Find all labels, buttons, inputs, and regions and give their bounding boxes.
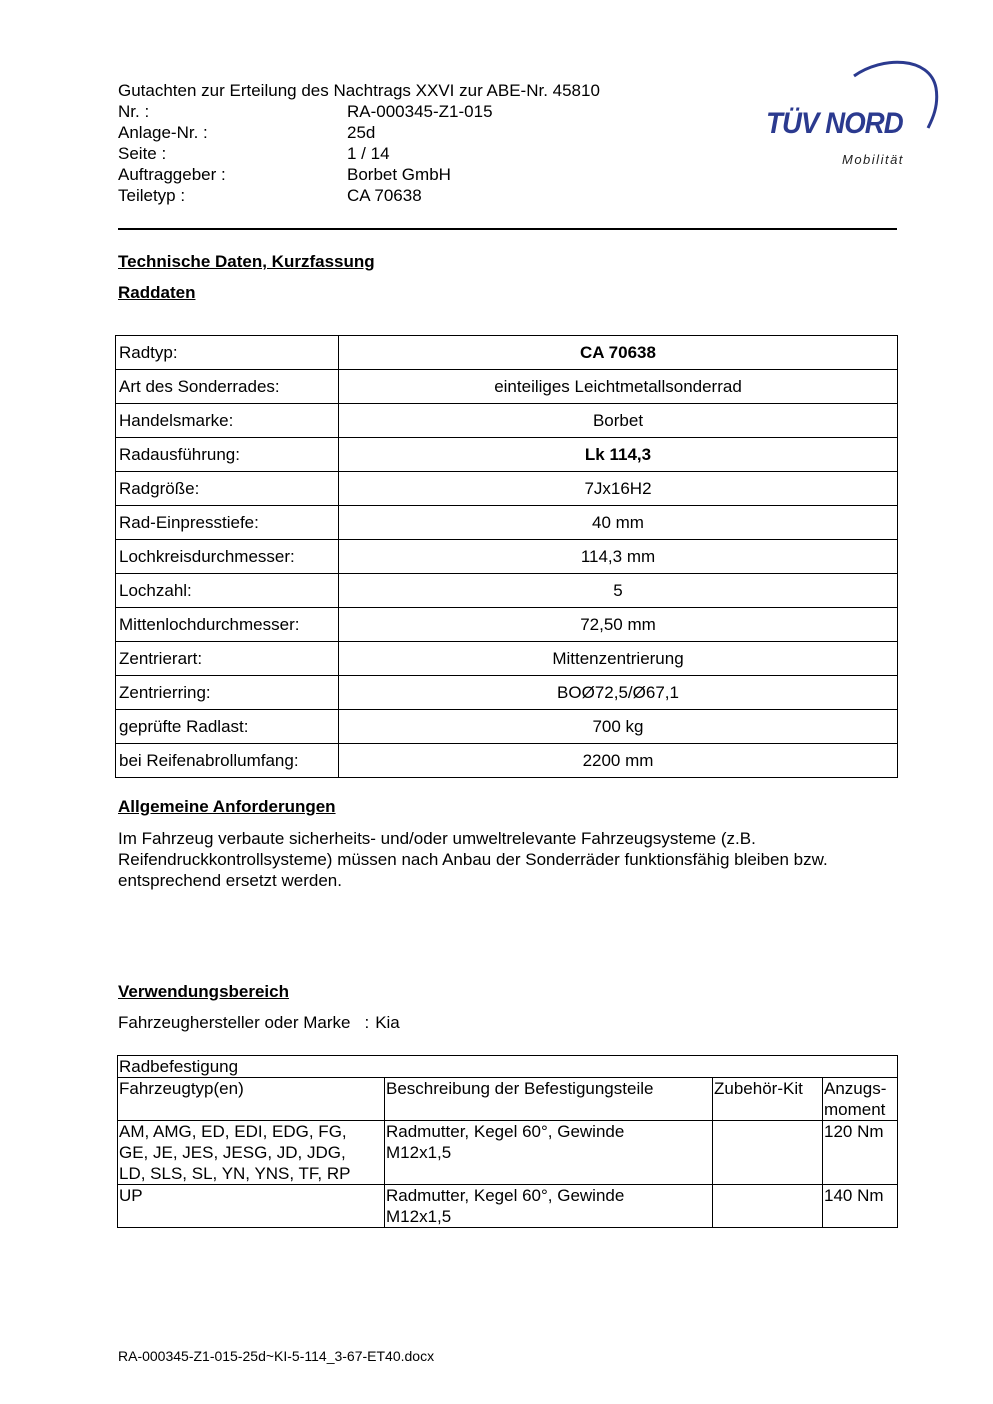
row-value: Borbet (339, 404, 898, 438)
row-label: Radtyp: (116, 336, 339, 370)
row-value: 7Jx16H2 (339, 472, 898, 506)
row-value: 40 mm (339, 506, 898, 540)
header-line: Anzugs- (824, 1079, 887, 1098)
table-row (116, 540, 898, 574)
row-value: Mittenzentrierung (339, 642, 898, 676)
row-label: Zentrierring: (116, 676, 339, 710)
table-row (116, 404, 898, 438)
report-title: Gutachten zur Erteilung des Nachtrags XXVI zur ABE-Nr. 45810 (118, 81, 600, 100)
cell-line: LD, SLS, SL, YN, YNS, TF, RP (119, 1164, 351, 1183)
maker-value: Kia (375, 1013, 400, 1032)
column-header-description: Beschreibung der Befestigungsteile (385, 1078, 713, 1121)
table-row (116, 642, 898, 676)
footer-filename: RA-000345-Z1-015-25d~KI-5-114_3-67-ET40.docx (118, 1348, 435, 1364)
row-label: Lochzahl: (116, 574, 339, 608)
vehicle-maker-line (118, 1013, 400, 1033)
table-row (116, 710, 898, 744)
torque-cell: 120 Nm (823, 1121, 898, 1185)
header-label: Anlage-Nr. : (118, 123, 208, 142)
header-value: CA 70638 (347, 186, 422, 205)
vehicle-types-cell (118, 1121, 385, 1185)
row-label: Art des Sonderrades: (116, 370, 339, 404)
paragraph-line: entsprechend ersetzt werden. (118, 871, 342, 890)
kit-cell (713, 1185, 823, 1228)
heading-scope-of-use: Verwendungsbereich (118, 982, 289, 1001)
table-row (116, 438, 898, 472)
paragraph-line: Im Fahrzeug verbaute sicherheits- und/oder umweltrelevante Fahrzeugsysteme (z.B. (118, 829, 756, 848)
row-value: 700 kg (339, 710, 898, 744)
tuv-nord-logo (762, 58, 942, 173)
heading-general-requirements: Allgemeine Anforderungen (118, 797, 336, 816)
table-row (118, 1185, 898, 1228)
logo-brand-text: TÜV NORD (766, 107, 903, 140)
cell-line: Radmutter, Kegel 60°, Gewinde (386, 1186, 625, 1205)
header-divider (118, 228, 897, 230)
row-value: 2200 mm (339, 744, 898, 778)
heading-wheel-data: Raddaten (118, 283, 196, 302)
logo-subtitle: Mobilität (842, 152, 904, 167)
header-value: 25d (347, 123, 376, 142)
header-label: Teiletyp : (118, 186, 186, 205)
torque-cell: 140 Nm (823, 1185, 898, 1228)
table-title-row (118, 1056, 898, 1078)
table-row (116, 370, 898, 404)
kit-cell (713, 1121, 823, 1185)
header-value: RA-000345-Z1-015 (347, 102, 493, 121)
wheel-mounting-table (117, 1055, 898, 1228)
header-label: Nr. : (118, 102, 150, 121)
cell-line: Radmutter, Kegel 60°, Gewinde (386, 1122, 625, 1141)
row-value: CA 70638 (339, 336, 898, 370)
wheel-data-table (115, 335, 898, 778)
table-row (116, 608, 898, 642)
row-label: Radgröße: (116, 472, 339, 506)
column-header-type: Fahrzeugtyp(en) (118, 1078, 385, 1121)
header-value: Borbet GmbH (347, 165, 451, 184)
row-value: 72,50 mm (339, 608, 898, 642)
maker-separator: : (364, 1013, 370, 1032)
row-value: 5 (339, 574, 898, 608)
description-cell (385, 1121, 713, 1185)
mounting-table-title: Radbefestigung (118, 1056, 898, 1078)
row-label: Lochkreisdurchmesser: (116, 540, 339, 574)
header-label: Auftraggeber : (118, 165, 226, 184)
heading-technical-data: Technische Daten, Kurzfassung (118, 252, 375, 271)
cell-line: AM, AMG, ED, EDI, EDG, FG, (119, 1122, 347, 1141)
header-row-teiletyp (118, 185, 878, 206)
maker-label: Fahrzeughersteller oder Marke (118, 1013, 351, 1032)
row-label: Zentrierart: (116, 642, 339, 676)
table-row (116, 472, 898, 506)
general-requirements-text (118, 828, 908, 891)
table-row (116, 506, 898, 540)
cell-line: M12x1,5 (386, 1207, 452, 1226)
row-label: Rad-Einpresstiefe: (116, 506, 339, 540)
table-header-row (118, 1078, 898, 1121)
table-row (116, 676, 898, 710)
table-row (118, 1121, 898, 1185)
column-header-torque (823, 1078, 898, 1121)
table-row (116, 574, 898, 608)
vehicle-types-cell (118, 1185, 385, 1228)
header-value: 1 / 14 (347, 144, 390, 163)
row-value: BOØ72,5/Ø67,1 (339, 676, 898, 710)
row-label: Handelsmarke: (116, 404, 339, 438)
cell-line: UP (119, 1186, 143, 1205)
row-value: 114,3 mm (339, 540, 898, 574)
cell-line: GE, JE, JES, JESG, JD, JDG, (119, 1143, 346, 1162)
row-label: Mittenlochdurchmesser: (116, 608, 339, 642)
column-header-kit: Zubehör-Kit (713, 1078, 823, 1121)
row-label: geprüfte Radlast: (116, 710, 339, 744)
table-row (116, 336, 898, 370)
table-row (116, 744, 898, 778)
row-label: Radausführung: (116, 438, 339, 472)
description-cell (385, 1185, 713, 1228)
header-line: moment (824, 1100, 886, 1119)
header-label: Seite : (118, 144, 167, 163)
paragraph-line: Reifendruckkontrollsysteme) müssen nach Anbau der Sonderräder funktionsfähig bleiben bzw. (118, 850, 828, 869)
row-label: bei Reifenabrollumfang: (116, 744, 339, 778)
row-value: einteiliges Leichtmetallsonderrad (339, 370, 898, 404)
cell-line: M12x1,5 (386, 1143, 452, 1162)
row-value: Lk 114,3 (339, 438, 898, 472)
